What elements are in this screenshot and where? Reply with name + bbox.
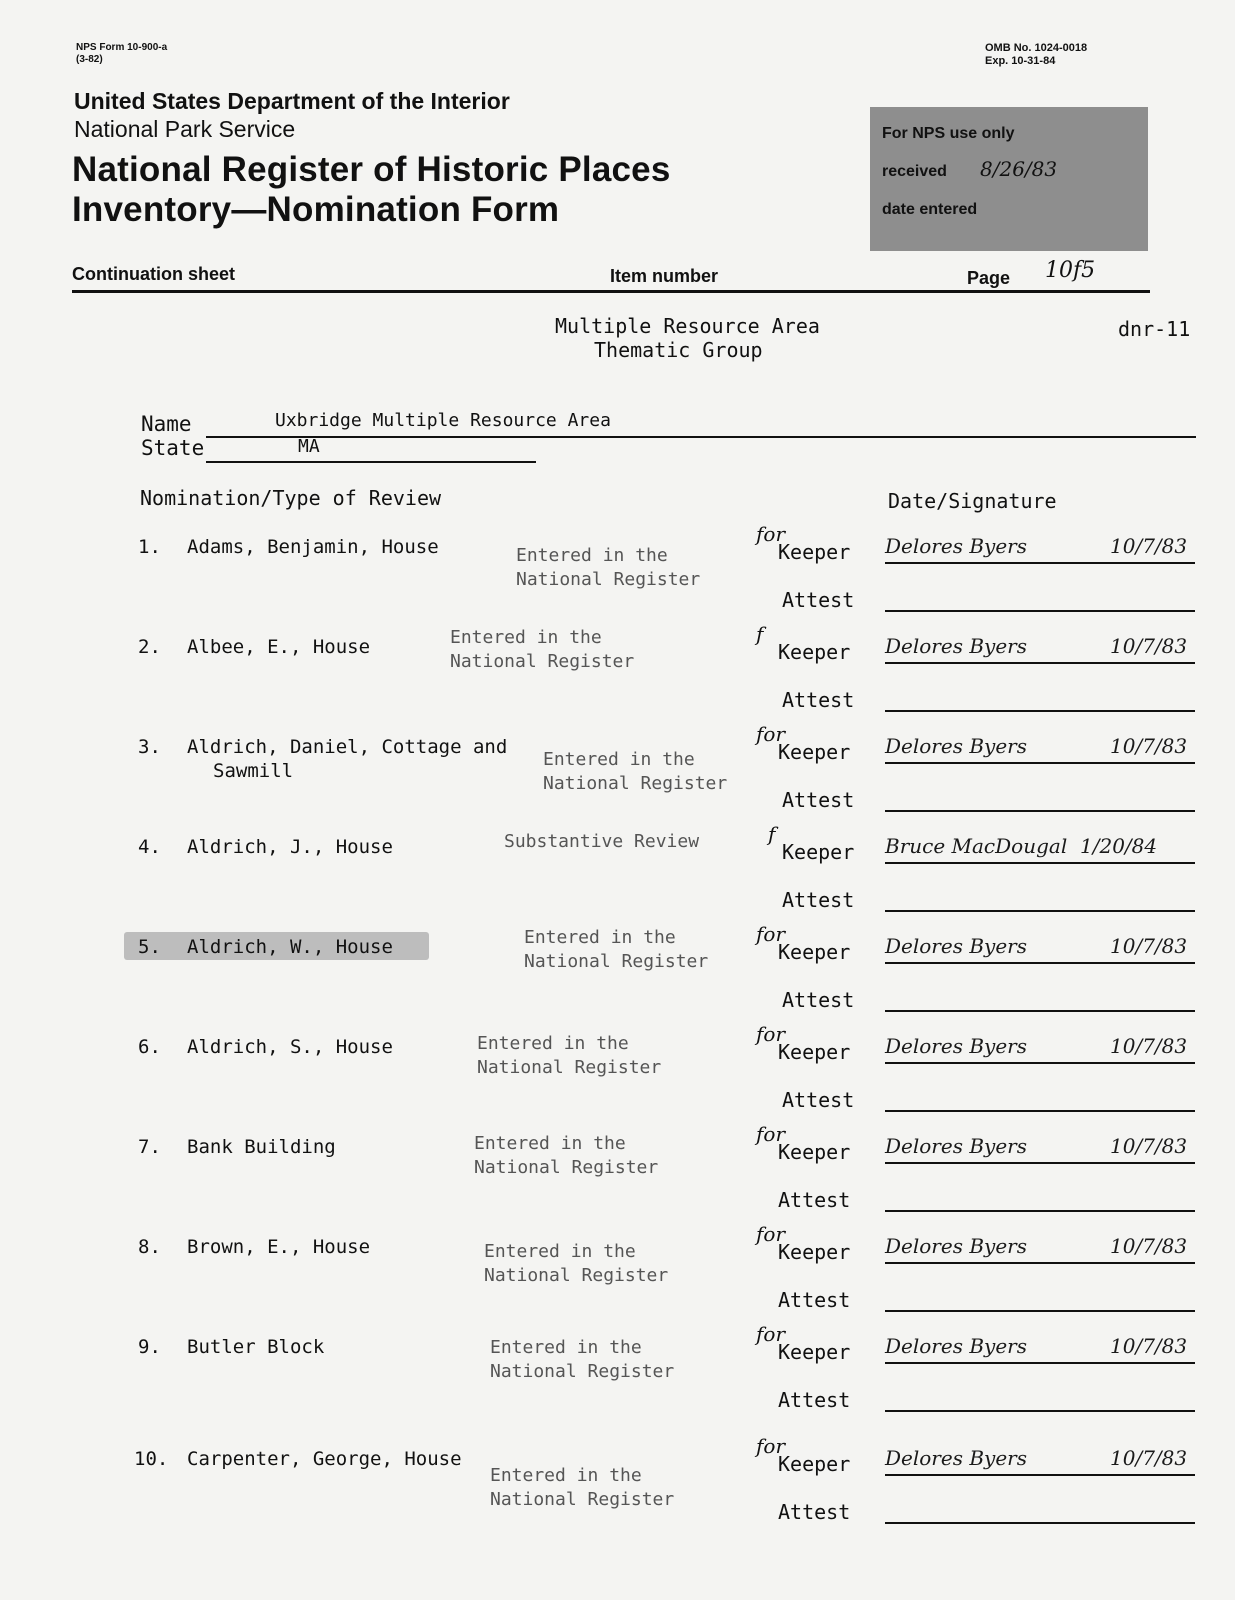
entry-number: 5. xyxy=(138,936,161,958)
entry-name: Brown, E., House xyxy=(187,1236,371,1258)
keeper-signature-line xyxy=(885,1162,1195,1164)
keeper-signature: Delores Byers xyxy=(885,1034,1027,1058)
state-label: State xyxy=(141,436,205,460)
review-stamp-line2: National Register xyxy=(543,773,728,794)
keeper-signature-line xyxy=(885,1362,1195,1364)
keeper-label: Keeper xyxy=(778,1452,851,1476)
for-mark: for xyxy=(756,1022,786,1046)
review-stamp-line1: Entered in the xyxy=(490,1337,642,1358)
entry-number: 8. xyxy=(138,1236,161,1258)
keeper-signature-line xyxy=(885,1062,1195,1064)
review-stamp-line1: Entered in the xyxy=(477,1033,629,1054)
review-stamp-line2: National Register xyxy=(490,1361,675,1382)
entry-number: 1. xyxy=(138,536,161,558)
review-stamp-line2: National Register xyxy=(477,1057,662,1078)
keeper-date: 10/7/83 xyxy=(1110,734,1188,758)
state-value: MA xyxy=(298,436,320,457)
keeper-signature: Delores Byers xyxy=(885,534,1027,558)
entry-name-continued: Sawmill xyxy=(213,760,294,782)
attest-signature-line xyxy=(885,1210,1195,1212)
keeper-signature: Delores Byers xyxy=(885,1234,1027,1258)
keeper-signature-line xyxy=(885,1474,1195,1476)
keeper-signature: Delores Byers xyxy=(885,1134,1027,1158)
for-mark: for xyxy=(756,1122,786,1146)
entry-name: Aldrich, S., House xyxy=(187,1036,393,1058)
form-number xyxy=(76,42,167,66)
attest-label: Attest xyxy=(778,1188,851,1212)
page-label: Page xyxy=(967,268,1011,288)
name-value: Uxbridge Multiple Resource Area xyxy=(275,410,611,431)
attest-label: Attest xyxy=(782,588,855,612)
attest-signature-line xyxy=(885,710,1195,712)
received-label: received xyxy=(882,163,947,180)
keeper-signature: Delores Byers xyxy=(885,734,1027,758)
attest-signature-line xyxy=(885,910,1195,912)
review-stamp-line2: National Register xyxy=(474,1157,659,1178)
department-name: United States Department of the Interior xyxy=(74,88,510,114)
attest-signature-line xyxy=(885,610,1195,612)
header-divider xyxy=(72,290,1150,293)
continuation-sheet-label: Continuation sheet xyxy=(72,264,235,284)
group-line2: Thematic Group xyxy=(594,338,763,362)
entry-name: Aldrich, J., House xyxy=(187,836,393,858)
nomination-column-header: Nomination/Type of Review xyxy=(140,486,442,510)
keeper-label: Keeper xyxy=(778,1040,851,1064)
group-line1: Multiple Resource Area xyxy=(555,314,820,338)
for-mark: f xyxy=(768,822,776,846)
keeper-signature: Delores Byers xyxy=(885,634,1027,658)
review-stamp-line1: Entered in the xyxy=(490,1465,642,1486)
attest-label: Attest xyxy=(782,988,855,1012)
keeper-signature-line xyxy=(885,662,1195,664)
keeper-signature: Delores Byers xyxy=(885,934,1027,958)
attest-label: Attest xyxy=(782,888,855,912)
omb-line: OMB No. 1024-0018 xyxy=(985,42,1088,54)
review-stamp-line1: Entered in the xyxy=(450,627,602,648)
attest-label: Attest xyxy=(778,1288,851,1312)
entry-number: 6. xyxy=(138,1036,161,1058)
for-mark: for xyxy=(756,922,786,946)
keeper-date: 10/7/83 xyxy=(1110,1234,1188,1258)
form-subtitle: Inventory—Nomination Form xyxy=(72,190,560,229)
keeper-signature-line xyxy=(885,962,1195,964)
keeper-date: 10/7/83 xyxy=(1110,634,1188,658)
review-stamp-line1: Entered in the xyxy=(484,1241,636,1262)
for-mark: for xyxy=(756,722,786,746)
review-stamp-line2: National Register xyxy=(450,651,635,672)
review-stamp-line1: Entered in the xyxy=(524,927,676,948)
attest-signature-line xyxy=(885,1410,1195,1412)
date-entered-label: date entered xyxy=(882,201,978,218)
keeper-label: Keeper xyxy=(778,1140,851,1164)
entry-number: 4. xyxy=(138,836,161,858)
keeper-label: Keeper xyxy=(778,540,851,564)
entry-number: 10. xyxy=(134,1448,169,1470)
form-number-line: NPS Form 10-900-a xyxy=(76,42,168,53)
form-title: National Register of Historic Places xyxy=(72,150,671,189)
review-stamp-line1: Entered in the xyxy=(543,749,695,770)
review-stamp-line1: Substantive Review xyxy=(504,831,700,852)
state-underline xyxy=(206,461,536,463)
entry-number: 2. xyxy=(138,636,161,658)
page-value: 10f5 xyxy=(1045,258,1096,283)
keeper-signature-line xyxy=(885,562,1195,564)
group-code: dnr-11 xyxy=(1118,317,1191,341)
entry-name: Aldrich, Daniel, Cottage and xyxy=(187,736,508,758)
for-mark: for xyxy=(756,1322,786,1346)
review-stamp-line2: National Register xyxy=(516,569,701,590)
review-stamp-line2: National Register xyxy=(484,1265,669,1286)
entry-number: 3. xyxy=(138,736,161,758)
keeper-date: 10/7/83 xyxy=(1110,1034,1188,1058)
for-mark: for xyxy=(756,1434,786,1458)
for-mark: f xyxy=(756,622,764,646)
name-underline xyxy=(206,436,1196,438)
expiration-line: Exp. 10-31-84 xyxy=(985,55,1056,67)
keeper-signature: Bruce MacDougal xyxy=(885,834,1068,858)
keeper-signature: Delores Byers xyxy=(885,1446,1027,1470)
keeper-label: Keeper xyxy=(778,640,851,664)
item-number-label: Item number xyxy=(610,266,719,286)
keeper-signature-line xyxy=(885,1262,1195,1264)
keeper-signature: Delores Byers xyxy=(885,1334,1027,1358)
entry-name: Aldrich, W., House xyxy=(187,936,393,958)
keeper-label: Keeper xyxy=(778,1240,851,1264)
attest-label: Attest xyxy=(782,688,855,712)
keeper-label: Keeper xyxy=(782,840,855,864)
keeper-label: Keeper xyxy=(778,940,851,964)
attest-signature-line xyxy=(885,1522,1195,1524)
entry-number: 7. xyxy=(138,1136,161,1158)
attest-label: Attest xyxy=(778,1388,851,1412)
keeper-date: 10/7/83 xyxy=(1110,1446,1188,1470)
keeper-date: 10/7/83 xyxy=(1110,934,1188,958)
attest-signature-line xyxy=(885,1010,1195,1012)
entry-name: Carpenter, George, House xyxy=(187,1448,462,1470)
attest-label: Attest xyxy=(782,788,855,812)
entry-name: Bank Building xyxy=(187,1136,336,1158)
attest-label: Attest xyxy=(778,1500,851,1524)
date-signature-column-header: Date/Signature xyxy=(888,489,1057,513)
keeper-signature-line xyxy=(885,862,1195,864)
entry-name: Albee, E., House xyxy=(187,636,371,658)
keeper-signature-line xyxy=(885,762,1195,764)
keeper-date: 10/7/83 xyxy=(1110,534,1188,558)
review-stamp-line2: National Register xyxy=(524,951,709,972)
keeper-date: 10/7/83 xyxy=(1110,1334,1188,1358)
form-revision-line: (3-82) xyxy=(76,54,103,65)
service-name: National Park Service xyxy=(74,116,296,142)
keeper-date: 10/7/83 xyxy=(1110,1134,1188,1158)
review-stamp-line1: Entered in the xyxy=(474,1133,626,1154)
keeper-date: 1/20/84 xyxy=(1080,834,1158,858)
omb-number xyxy=(985,42,1087,68)
attest-signature-line xyxy=(885,1110,1195,1112)
for-mark: for xyxy=(756,1222,786,1246)
attest-signature-line xyxy=(885,1310,1195,1312)
review-stamp-line1: Entered in the xyxy=(516,545,668,566)
name-label: Name xyxy=(141,412,192,436)
review-stamp-line2: National Register xyxy=(490,1489,675,1510)
received-value: 8/26/83 xyxy=(980,157,1058,181)
attest-signature-line xyxy=(885,810,1195,812)
nps-use-box xyxy=(870,107,1148,251)
entry-name: Adams, Benjamin, House xyxy=(187,536,439,558)
keeper-label: Keeper xyxy=(778,740,851,764)
entry-name: Butler Block xyxy=(187,1336,325,1358)
keeper-label: Keeper xyxy=(778,1340,851,1364)
entry-number: 9. xyxy=(138,1336,161,1358)
for-mark: for xyxy=(756,522,786,546)
nps-box-heading: For NPS use only xyxy=(882,125,1015,142)
attest-label: Attest xyxy=(782,1088,855,1112)
